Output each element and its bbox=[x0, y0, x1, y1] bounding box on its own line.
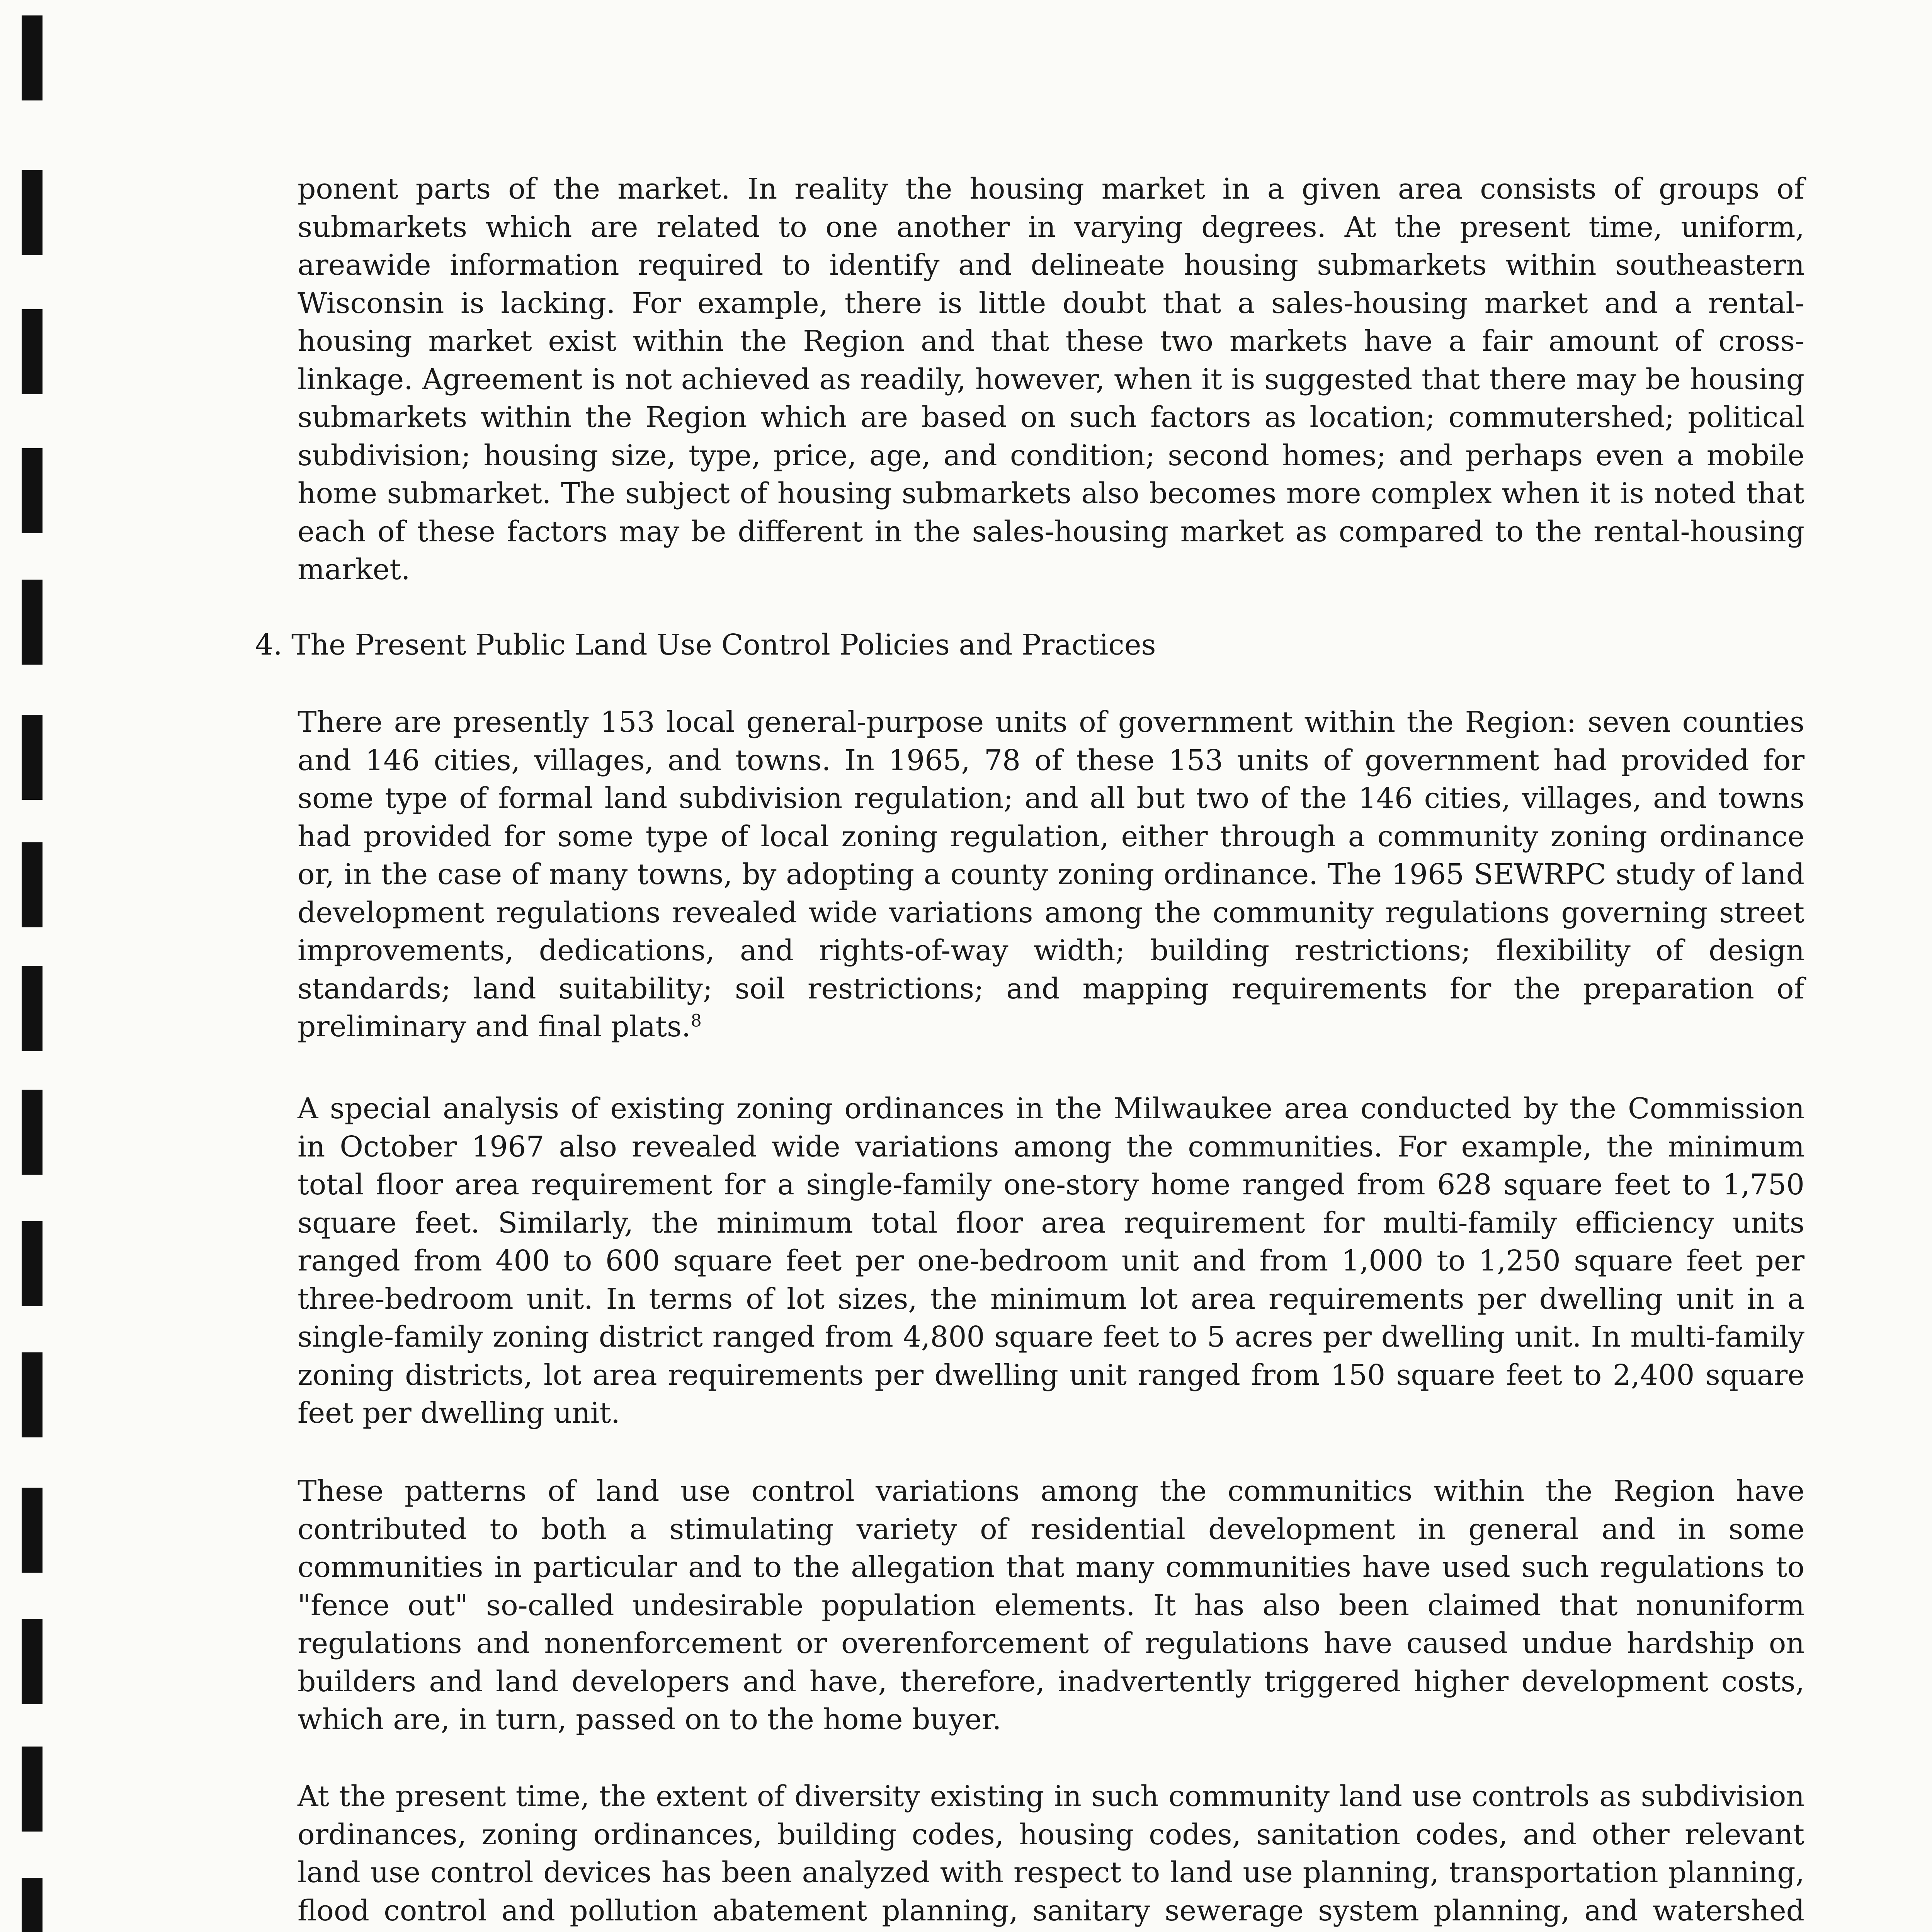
binder-mark bbox=[22, 170, 43, 255]
binder-mark bbox=[22, 1747, 43, 1832]
binder-mark bbox=[22, 580, 43, 665]
binder-mark bbox=[22, 1619, 43, 1704]
binder-mark bbox=[22, 715, 43, 800]
section-heading-4: 4. The Present Public Land Use Control Policies and Practices bbox=[255, 628, 1156, 662]
binder-mark bbox=[22, 1221, 43, 1306]
footnote-reference: 8 bbox=[690, 1011, 702, 1031]
paragraph-1: ponent parts of the market. In reality the housing market in a given area consists of groups of submarkets which are related to one another in varying degrees. At the present time, uniform, areawide information required to identify and delineate housing submarkets within southeastern Wisconsin is lacking. For example, there is little doubt that a sales-housing market and a rental-housing market exist within the Region and that these two markets have a fair amount of cross-linkage. Agreement is not achieved as readily, however, when it is suggested that there may be housing submarkets within the Region which are based on such factors as location; commutershed; political subdivision; housing size, type, price, age, and condition; second homes; and perhaps even a mobile home submarket. The subject of housing submarkets also becomes more complex when it is noted that each of these factors may be different in the sales-housing market as compared to the rental-housing market. bbox=[298, 172, 1804, 586]
binder-mark bbox=[22, 842, 43, 927]
binder-mark bbox=[22, 448, 43, 533]
binder-mark bbox=[22, 1352, 43, 1437]
paragraph-4: These patterns of land use control variations among the communitics within the Region have contributed to both a stimulating variety of residential development in general and in some communities in particular and to the allegation that many communities have used such regulations to "fence out" so-called undesirable population elements. It has also been claimed that nonuniform regulations and nonenforcement or overenforcement of regulations have caused undue hardship on builders and land developers and have, therefore, inadvertently triggered higher development costs, which are, in turn, passed on to the home buyer. bbox=[298, 1475, 1804, 1736]
binder-mark bbox=[22, 1878, 43, 1932]
binder-mark bbox=[22, 966, 43, 1051]
binder-mark bbox=[22, 1090, 43, 1175]
binder-mark bbox=[22, 1488, 43, 1573]
binder-mark bbox=[22, 309, 43, 394]
binder-mark bbox=[22, 15, 43, 100]
paragraph-2 bbox=[298, 703, 1804, 1046]
paragraph-2-text: There are presently 153 local general-purpose units of government within the Region: seven counties and 146 cities, villages, and towns. In 1965, 78 of these 153 units of government had provided for some type of formal land subdivision regulation; and all but two of the 146 cities, villages, and towns had provided for some type of local zoning regulation, either through a community zoning ordinance or, in the case of many towns, by adopting a county zoning ordinance. The 1965 SEWRPC study of land development regulations revealed wide variations among the community regulations governing street improvements, dedications, and rights-of-way width; building restrictions; flexibility of design standards; land suitability; soil restrictions; and mapping requirements for the preparation of preliminary and final plats. bbox=[298, 706, 1804, 1043]
paragraph-5: At the present time, the extent of diversity existing in such community land use controls as subdivision ordinances, zoning ordinances, building codes, housing codes, sanitation codes, and other relevant land use control devices has been analyzed with respect to land use planning, transportation planning, flood control and pollution abatement planning, sanitary sewerage system planning, and watershed bbox=[298, 1780, 1804, 1927]
paragraph-3: A special analysis of existing zoning ordinances in the Milwaukee area conducted by the Commission in October 1967 also revealed wide variations among the communities. For example, the minimum total floor area requirement for a single-family one-story home ranged from 628 square feet to 1,750 square feet. Similarly, the minimum total floor area requirement for multi-family efficiency units ranged from 400 to 600 square feet per one-bedroom unit and from 1,000 to 1,250 square feet per three-bedroom unit. In terms of lot sizes, the minimum lot area requirements per dwelling unit in a single-family zoning district ranged from 4,800 square feet to 5 acres per dwelling unit. In multi-family zoning districts, lot area requirements per dwelling unit ranged from 150 square feet to 2,400 square feet per dwelling unit. bbox=[298, 1092, 1804, 1430]
